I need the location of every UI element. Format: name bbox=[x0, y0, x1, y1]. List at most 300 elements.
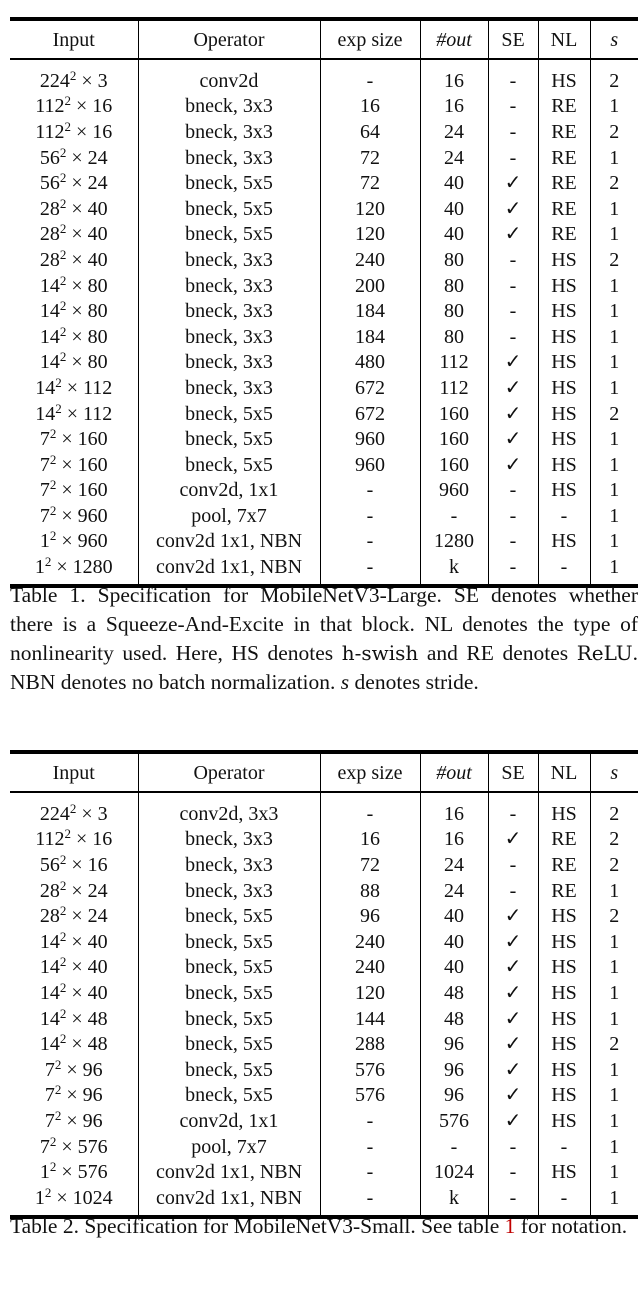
stride-cell: 1 bbox=[609, 1135, 620, 1158]
input-channels: 160 bbox=[77, 428, 108, 451]
nl-cell: HS bbox=[538, 247, 590, 273]
input-spatial: 112 bbox=[35, 120, 65, 143]
table-row bbox=[10, 1108, 638, 1134]
stride-cell: 1 bbox=[609, 453, 620, 476]
table-row bbox=[10, 878, 638, 904]
stride-cell: 1 bbox=[609, 479, 620, 502]
out-cell: 24 bbox=[420, 878, 488, 904]
out-cell: 48 bbox=[420, 980, 488, 1006]
out-cell: 40 bbox=[420, 903, 488, 929]
se-cell: ✓ bbox=[488, 1006, 538, 1032]
exp-size-cell: 16 bbox=[320, 827, 420, 853]
input-spatial: 14 bbox=[35, 402, 56, 425]
input-channels: 96 bbox=[82, 1109, 103, 1132]
operator-cell: bneck, 3x3 bbox=[138, 852, 320, 878]
input-spatial: 14 bbox=[39, 981, 60, 1004]
input-spatial: 112 bbox=[35, 95, 65, 118]
operator-cell: bneck, 5x5 bbox=[138, 1031, 320, 1057]
exp-size-cell: - bbox=[320, 1134, 420, 1160]
operator-cell: bneck, 3x3 bbox=[138, 827, 320, 853]
input-cell: $14^2 \times 48$ bbox=[10, 1006, 138, 1032]
input-channels: 96 bbox=[82, 1084, 103, 1107]
stride-cell: 1 bbox=[609, 1084, 620, 1107]
table-row bbox=[10, 929, 638, 955]
table-ref-link[interactable]: 1 bbox=[504, 1214, 516, 1238]
se-cell: - bbox=[488, 59, 538, 94]
exp-size-cell: 120 bbox=[320, 196, 420, 222]
exp-size-cell: 144 bbox=[320, 1006, 420, 1032]
stride-cell: 2 bbox=[609, 1033, 620, 1056]
table-row bbox=[10, 792, 638, 827]
nl-cell: HS bbox=[538, 1083, 590, 1109]
input-cell: $14^2 \times 80$ bbox=[10, 324, 138, 350]
out-cell: 40 bbox=[420, 955, 488, 981]
table-row bbox=[10, 426, 638, 452]
operator-cell: pool, 7x7 bbox=[138, 1134, 320, 1160]
stride-cell: 1 bbox=[609, 981, 620, 1004]
input-channels: 40 bbox=[87, 197, 108, 220]
input-cell: $7^2 \times 96$ bbox=[10, 1108, 138, 1134]
exp-size-cell: - bbox=[320, 554, 420, 586]
exp-size-cell: 240 bbox=[320, 929, 420, 955]
exp-size-cell: - bbox=[320, 529, 420, 555]
table-row bbox=[10, 94, 638, 120]
out-cell: 16 bbox=[420, 827, 488, 853]
table-row bbox=[10, 273, 638, 299]
stride-cell: 1 bbox=[609, 1161, 620, 1184]
input-channels: 16 bbox=[92, 95, 113, 118]
table-row bbox=[10, 350, 638, 376]
input-channels: 3 bbox=[97, 69, 108, 92]
se-cell: ✓ bbox=[488, 1057, 538, 1083]
nl-cell: HS bbox=[538, 324, 590, 350]
nl-cell: RE bbox=[538, 196, 590, 222]
caption-text: Table 2. Specification for MobileNetV3-Small. See table bbox=[10, 1214, 505, 1238]
input-channels: 40 bbox=[87, 930, 108, 953]
operator-cell: bneck, 5x5 bbox=[138, 170, 320, 196]
exp-size-cell: 64 bbox=[320, 119, 420, 145]
table-row bbox=[10, 247, 638, 273]
stride-cell: 1 bbox=[609, 556, 620, 579]
header-operator: Operator bbox=[138, 752, 320, 792]
stride-cell: 2 bbox=[609, 853, 620, 876]
stride-cell: 2 bbox=[609, 802, 620, 825]
input-channels: 112 bbox=[83, 376, 113, 399]
input-spatial: 28 bbox=[39, 223, 60, 246]
header-operator: Operator bbox=[138, 19, 320, 59]
header-input: Input bbox=[10, 752, 138, 792]
header-exp-size: exp size bbox=[320, 752, 420, 792]
se-cell: ✓ bbox=[488, 375, 538, 401]
table-row bbox=[10, 503, 638, 529]
input-channels: 576 bbox=[77, 1135, 108, 1158]
operator-cell: bneck, 3x3 bbox=[138, 350, 320, 376]
operator-cell: bneck, 5x5 bbox=[138, 955, 320, 981]
table-header-row bbox=[10, 752, 638, 792]
input-spatial: 7 bbox=[39, 479, 50, 502]
input-cell: $7^2 \times 96$ bbox=[10, 1083, 138, 1109]
exp-size-cell: 120 bbox=[320, 222, 420, 248]
table-row bbox=[10, 1083, 638, 1109]
table-row bbox=[10, 1134, 638, 1160]
input-cell: $7^2 \times 96$ bbox=[10, 1057, 138, 1083]
caption-text: for notation. bbox=[515, 1214, 628, 1238]
stride-cell: 1 bbox=[609, 530, 620, 553]
input-spatial: 14 bbox=[39, 1007, 60, 1030]
out-cell: k bbox=[420, 554, 488, 586]
nl-cell: RE bbox=[538, 878, 590, 904]
exp-size-cell: 200 bbox=[320, 273, 420, 299]
input-channels: 48 bbox=[87, 1033, 108, 1056]
input-cell: $14^2 \times 40$ bbox=[10, 929, 138, 955]
input-channels: 16 bbox=[87, 853, 108, 876]
out-cell: 80 bbox=[420, 298, 488, 324]
out-cell: 1024 bbox=[420, 1159, 488, 1185]
caption-relu: ReLU bbox=[576, 641, 633, 665]
input-spatial: 14 bbox=[39, 325, 60, 348]
table-row bbox=[10, 1031, 638, 1057]
header-se: SE bbox=[488, 19, 538, 59]
operator-cell: conv2d, 3x3 bbox=[138, 792, 320, 827]
stride-cell: 2 bbox=[609, 120, 620, 143]
input-cell: $56^2 \times 16$ bbox=[10, 852, 138, 878]
exp-size-cell: 16 bbox=[320, 94, 420, 120]
input-spatial: 14 bbox=[39, 351, 60, 374]
input-channels: 80 bbox=[87, 351, 108, 374]
table-row bbox=[10, 196, 638, 222]
input-channels: 40 bbox=[87, 956, 108, 979]
table-header-row bbox=[10, 19, 638, 59]
nl-cell: - bbox=[538, 503, 590, 529]
se-cell: - bbox=[488, 554, 538, 586]
stride-cell: 2 bbox=[609, 905, 620, 928]
input-channels: 80 bbox=[87, 300, 108, 323]
exp-size-cell: 576 bbox=[320, 1083, 420, 1109]
input-spatial: 1 bbox=[34, 556, 45, 579]
se-cell: ✓ bbox=[488, 1031, 538, 1057]
input-cell: $112^2 \times 16$ bbox=[10, 94, 138, 120]
se-cell: ✓ bbox=[488, 980, 538, 1006]
input-cell: $112^2 \times 16$ bbox=[10, 119, 138, 145]
se-cell: - bbox=[488, 145, 538, 171]
operator-cell: conv2d, 1x1 bbox=[138, 1108, 320, 1134]
out-cell: k bbox=[420, 1185, 488, 1217]
caption-stride-symbol: s bbox=[340, 670, 350, 694]
nl-cell: HS bbox=[538, 452, 590, 478]
input-cell: $28^2 \times 40$ bbox=[10, 196, 138, 222]
stride-cell: 1 bbox=[609, 223, 620, 246]
table-row bbox=[10, 1006, 638, 1032]
input-spatial: 56 bbox=[39, 146, 60, 169]
se-cell: - bbox=[488, 94, 538, 120]
table-row bbox=[10, 852, 638, 878]
input-channels: 80 bbox=[87, 274, 108, 297]
exp-size-cell: 240 bbox=[320, 955, 420, 981]
input-cell: $14^2 \times 80$ bbox=[10, 350, 138, 376]
se-cell: - bbox=[488, 478, 538, 504]
caption-hswish: h-swish bbox=[341, 641, 419, 665]
operator-cell: bneck, 3x3 bbox=[138, 375, 320, 401]
se-cell: - bbox=[488, 273, 538, 299]
stride-cell: 1 bbox=[609, 504, 620, 527]
operator-cell: bneck, 5x5 bbox=[138, 1083, 320, 1109]
nl-cell: HS bbox=[538, 1057, 590, 1083]
operator-cell: bneck, 5x5 bbox=[138, 903, 320, 929]
nl-cell: RE bbox=[538, 94, 590, 120]
out-cell: 24 bbox=[420, 145, 488, 171]
se-cell: ✓ bbox=[488, 170, 538, 196]
nl-cell: HS bbox=[538, 529, 590, 555]
table-2-caption bbox=[10, 1212, 638, 1241]
input-channels: 160 bbox=[77, 453, 108, 476]
input-spatial: 28 bbox=[39, 197, 60, 220]
out-cell: 16 bbox=[420, 792, 488, 827]
out-cell: 96 bbox=[420, 1057, 488, 1083]
out-cell: 40 bbox=[420, 170, 488, 196]
header-stride: s bbox=[590, 19, 638, 59]
input-spatial: 7 bbox=[44, 1109, 55, 1132]
input-cell: $28^2 \times 40$ bbox=[10, 247, 138, 273]
operator-cell: bneck, 5x5 bbox=[138, 929, 320, 955]
table-row bbox=[10, 1057, 638, 1083]
nl-cell: HS bbox=[538, 426, 590, 452]
input-cell: $14^2 \times 80$ bbox=[10, 298, 138, 324]
se-cell: ✓ bbox=[488, 1108, 538, 1134]
input-spatial: 7 bbox=[39, 453, 50, 476]
stride-cell: 1 bbox=[609, 428, 620, 451]
exp-size-cell: - bbox=[320, 59, 420, 94]
input-cell: $28^2 \times 40$ bbox=[10, 222, 138, 248]
exp-size-cell: 72 bbox=[320, 145, 420, 171]
stride-cell: 1 bbox=[609, 95, 620, 118]
nl-cell: HS bbox=[538, 1006, 590, 1032]
stride-cell: 1 bbox=[609, 1109, 620, 1132]
input-cell: $14^2 \times 80$ bbox=[10, 273, 138, 299]
nl-cell: HS bbox=[538, 298, 590, 324]
stride-cell: 2 bbox=[609, 402, 620, 425]
table-row bbox=[10, 1159, 638, 1185]
header-out: #out bbox=[420, 19, 488, 59]
input-channels: 24 bbox=[87, 146, 108, 169]
table-row bbox=[10, 903, 638, 929]
table-body bbox=[10, 792, 638, 1217]
operator-cell: bneck, 5x5 bbox=[138, 1006, 320, 1032]
header-stride: s bbox=[590, 752, 638, 792]
table-row bbox=[10, 222, 638, 248]
input-cell: $56^2 \times 24$ bbox=[10, 170, 138, 196]
exp-size-cell: - bbox=[320, 1108, 420, 1134]
input-cell: $14^2 \times 40$ bbox=[10, 980, 138, 1006]
input-cell: $28^2 \times 24$ bbox=[10, 903, 138, 929]
header-nl: NL bbox=[538, 752, 590, 792]
input-spatial: 1 bbox=[39, 530, 50, 553]
input-channels: 16 bbox=[92, 828, 113, 851]
nl-cell: RE bbox=[538, 827, 590, 853]
input-cell: $224^2 \times 3$ bbox=[10, 792, 138, 827]
operator-cell: bneck, 3x3 bbox=[138, 878, 320, 904]
operator-cell: bneck, 5x5 bbox=[138, 222, 320, 248]
caption-text: . NBN denotes no batch normalization. bbox=[10, 641, 638, 694]
se-cell: ✓ bbox=[488, 1083, 538, 1109]
operator-cell: bneck, 5x5 bbox=[138, 1057, 320, 1083]
nl-cell: HS bbox=[538, 980, 590, 1006]
se-cell: ✓ bbox=[488, 452, 538, 478]
out-cell: 576 bbox=[420, 1108, 488, 1134]
input-spatial: 7 bbox=[44, 1058, 55, 1081]
input-cell: $1^2 \times 1024$ bbox=[10, 1185, 138, 1217]
nl-cell: - bbox=[538, 1134, 590, 1160]
operator-cell: bneck, 3x3 bbox=[138, 145, 320, 171]
input-channels: 24 bbox=[87, 879, 108, 902]
se-cell: ✓ bbox=[488, 903, 538, 929]
input-spatial: 14 bbox=[39, 930, 60, 953]
out-cell: 96 bbox=[420, 1031, 488, 1057]
se-cell: - bbox=[488, 324, 538, 350]
se-cell: ✓ bbox=[488, 929, 538, 955]
se-cell: - bbox=[488, 503, 538, 529]
input-spatial: 14 bbox=[39, 956, 60, 979]
input-spatial: 14 bbox=[39, 300, 60, 323]
input-spatial: 28 bbox=[39, 879, 60, 902]
out-cell: 160 bbox=[420, 452, 488, 478]
stride-cell: 1 bbox=[609, 1186, 620, 1209]
se-cell: ✓ bbox=[488, 196, 538, 222]
input-channels: 40 bbox=[87, 981, 108, 1004]
stride-cell: 1 bbox=[609, 351, 620, 374]
out-cell: 1280 bbox=[420, 529, 488, 555]
nl-cell: HS bbox=[538, 903, 590, 929]
out-cell: 96 bbox=[420, 1083, 488, 1109]
operator-cell: pool, 7x7 bbox=[138, 503, 320, 529]
table-row bbox=[10, 529, 638, 555]
se-cell: - bbox=[488, 1134, 538, 1160]
se-cell: - bbox=[488, 247, 538, 273]
out-cell: - bbox=[420, 503, 488, 529]
input-channels: 960 bbox=[77, 504, 108, 527]
table-body bbox=[10, 59, 638, 586]
exp-size-cell: 672 bbox=[320, 375, 420, 401]
input-channels: 16 bbox=[92, 120, 113, 143]
se-cell: - bbox=[488, 298, 538, 324]
nl-cell: HS bbox=[538, 929, 590, 955]
input-spatial: 28 bbox=[39, 248, 60, 271]
table-mobilenetv3-large bbox=[10, 17, 638, 588]
out-cell: 40 bbox=[420, 196, 488, 222]
input-spatial: 14 bbox=[39, 1033, 60, 1056]
input-spatial: 14 bbox=[39, 274, 60, 297]
input-cell: $1^2 \times 1280$ bbox=[10, 554, 138, 586]
input-spatial: 112 bbox=[35, 828, 65, 851]
table-row bbox=[10, 298, 638, 324]
nl-cell: RE bbox=[538, 170, 590, 196]
se-cell: ✓ bbox=[488, 955, 538, 981]
nl-cell: HS bbox=[538, 478, 590, 504]
se-cell: ✓ bbox=[488, 222, 538, 248]
exp-size-cell: 576 bbox=[320, 1057, 420, 1083]
operator-cell: conv2d 1x1, NBN bbox=[138, 1159, 320, 1185]
stride-cell: 2 bbox=[609, 172, 620, 195]
operator-cell: bneck, 3x3 bbox=[138, 298, 320, 324]
input-channels: 24 bbox=[87, 905, 108, 928]
exp-size-cell: - bbox=[320, 478, 420, 504]
out-cell: 80 bbox=[420, 324, 488, 350]
stride-cell: 1 bbox=[609, 956, 620, 979]
table-row bbox=[10, 401, 638, 427]
exp-size-cell: 288 bbox=[320, 1031, 420, 1057]
operator-cell: conv2d bbox=[138, 59, 320, 94]
input-spatial: 7 bbox=[39, 428, 50, 451]
input-channels: 40 bbox=[87, 248, 108, 271]
out-cell: 24 bbox=[420, 119, 488, 145]
stride-cell: 1 bbox=[609, 930, 620, 953]
input-cell: $7^2 \times 160$ bbox=[10, 478, 138, 504]
caption-text: denotes stride. bbox=[349, 670, 479, 694]
input-spatial: 14 bbox=[35, 376, 56, 399]
table-row bbox=[10, 59, 638, 94]
exp-size-cell: 72 bbox=[320, 852, 420, 878]
operator-cell: bneck, 3x3 bbox=[138, 324, 320, 350]
out-cell: 80 bbox=[420, 247, 488, 273]
input-spatial: 28 bbox=[39, 905, 60, 928]
input-channels: 24 bbox=[87, 172, 108, 195]
stride-cell: 1 bbox=[609, 376, 620, 399]
input-cell: $56^2 \times 24$ bbox=[10, 145, 138, 171]
stride-cell: 1 bbox=[609, 1007, 620, 1030]
se-cell: - bbox=[488, 529, 538, 555]
operator-cell: conv2d 1x1, NBN bbox=[138, 1185, 320, 1217]
input-channels: 40 bbox=[87, 223, 108, 246]
nl-cell: HS bbox=[538, 1159, 590, 1185]
exp-size-cell: 960 bbox=[320, 426, 420, 452]
input-channels: 112 bbox=[83, 402, 113, 425]
exp-size-cell: 960 bbox=[320, 452, 420, 478]
se-cell: - bbox=[488, 792, 538, 827]
input-cell: $7^2 \times 960$ bbox=[10, 503, 138, 529]
out-cell: - bbox=[420, 1134, 488, 1160]
out-cell: 112 bbox=[420, 350, 488, 376]
nl-cell: HS bbox=[538, 955, 590, 981]
header-input: Input bbox=[10, 19, 138, 59]
out-cell: 16 bbox=[420, 94, 488, 120]
operator-cell: conv2d, 1x1 bbox=[138, 478, 320, 504]
table-1-caption bbox=[10, 581, 638, 697]
stride-cell: 1 bbox=[609, 146, 620, 169]
se-cell: - bbox=[488, 878, 538, 904]
input-cell: $112^2 \times 16$ bbox=[10, 827, 138, 853]
input-cell: $224^2 \times 3$ bbox=[10, 59, 138, 94]
operator-cell: bneck, 3x3 bbox=[138, 273, 320, 299]
se-cell: ✓ bbox=[488, 426, 538, 452]
exp-size-cell: - bbox=[320, 1185, 420, 1217]
input-cell: $1^2 \times 576$ bbox=[10, 1159, 138, 1185]
input-channels: 576 bbox=[77, 1161, 108, 1184]
operator-cell: bneck, 3x3 bbox=[138, 247, 320, 273]
input-channels: 160 bbox=[77, 479, 108, 502]
se-cell: - bbox=[488, 1159, 538, 1185]
table-row bbox=[10, 145, 638, 171]
table-mobilenetv3-small bbox=[10, 750, 638, 1219]
input-cell: $14^2 \times 112$ bbox=[10, 375, 138, 401]
out-cell: 80 bbox=[420, 273, 488, 299]
input-channels: 1280 bbox=[72, 556, 113, 579]
exp-size-cell: 120 bbox=[320, 980, 420, 1006]
nl-cell: HS bbox=[538, 59, 590, 94]
input-cell: $1^2 \times 960$ bbox=[10, 529, 138, 555]
input-cell: $7^2 \times 160$ bbox=[10, 426, 138, 452]
header-exp-size: exp size bbox=[320, 19, 420, 59]
out-cell: 160 bbox=[420, 426, 488, 452]
input-spatial: 7 bbox=[44, 1084, 55, 1107]
